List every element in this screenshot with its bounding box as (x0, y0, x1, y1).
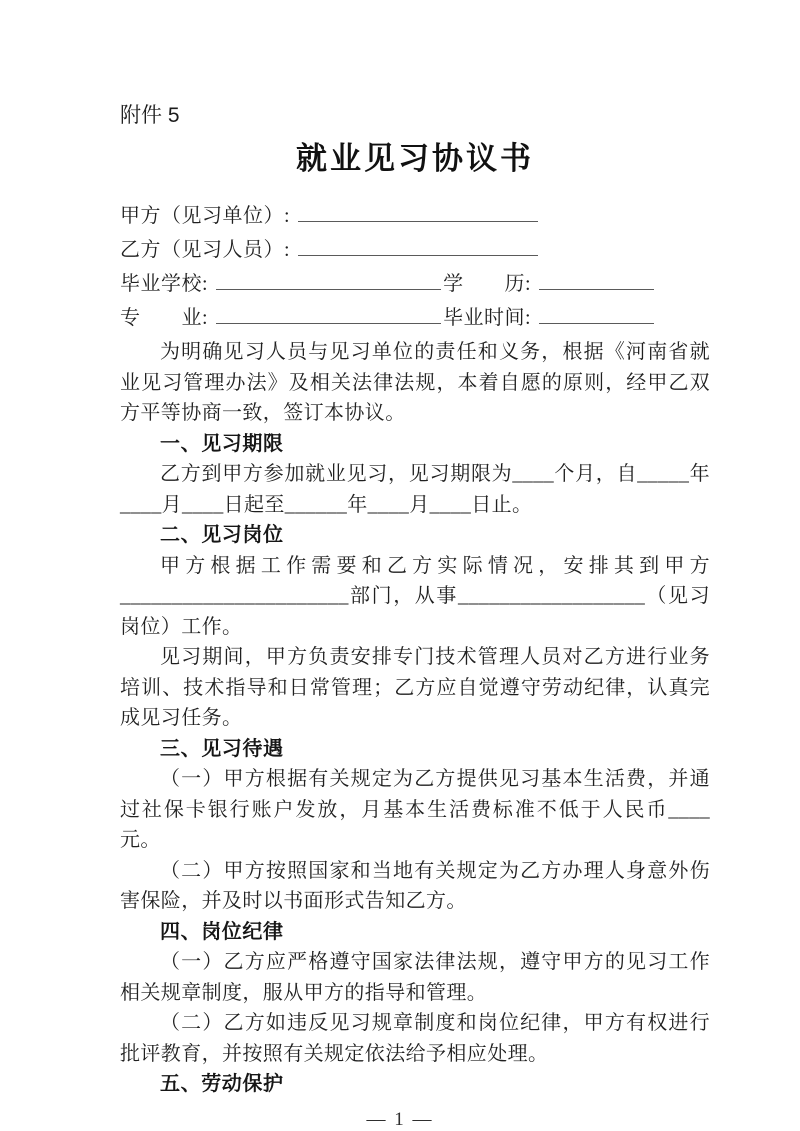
graduation-time-blank (539, 302, 654, 324)
major-blank (216, 302, 441, 324)
agreement-body (120, 337, 710, 1100)
attachment-label: 附件 5 (120, 104, 180, 127)
party-b-label: 乙方（见习人员）: (120, 239, 291, 261)
party-a-blank (298, 200, 538, 222)
section-2-paragraph-1: 甲方根据工作需要和乙方实际情况，安排其到甲方______________________部门，从事__________________（见习岗位）工作。 (120, 554, 710, 638)
section-3-paragraph-2: （二）甲方按照国家和当地有关规定为乙方办理人身意外伤害保险，并及时以书面形式告知乙方。 (120, 859, 710, 912)
section-1-heading: 一、见习期限 (160, 432, 284, 455)
form-row-school-education (120, 267, 710, 301)
section-2-paragraph-2: 见习期间，甲方负责安排专门技术管理人员对乙方进行业务培训、技术指导和日常管理；乙方应自觉遵守劳动纪律，认真完成见习任务。 (120, 646, 710, 729)
education-label: 学 历: (443, 273, 532, 295)
document-title: 就业见习协议书 (296, 141, 534, 176)
school-blank (216, 268, 441, 290)
section-4-paragraph-1: （一）乙方应严格遵守国家法律法规，遵守甲方的见习工作相关规章制度，服从甲方的指导和管理。 (120, 951, 710, 1004)
school-label: 毕业学校: (120, 273, 209, 295)
section-2-heading: 二、见习岗位 (160, 524, 284, 546)
section-3-heading: 三、见习待遇 (160, 737, 284, 760)
party-a-label: 甲方（见习单位）: (120, 205, 291, 227)
section-5-heading: 五、劳动保护 (160, 1073, 284, 1095)
section-1-paragraph: 乙方到甲方参加就业见习，见习期限为____个月，自_____年____月____日起至______年____月____日止。 (120, 463, 710, 516)
section-4-paragraph-2: （二）乙方如违反见习规章制度和岗位纪律，甲方有权进行批评教育，并按照有关规定依法给予相应处理。 (120, 1012, 710, 1065)
section-3-paragraph-1: （一）甲方根据有关规定为乙方提供见习基本生活费，并通过社保卡银行账户发放，月基本生活费标准不低于人民币____元。 (120, 768, 710, 851)
header-form (120, 199, 710, 335)
page-number: — 1 — (366, 1108, 434, 1130)
section-4-heading: 四、岗位纪律 (160, 920, 284, 943)
graduation-time-label: 毕业时间: (443, 307, 532, 329)
party-b-blank (298, 234, 538, 256)
form-row-party-a (120, 199, 710, 233)
major-label: 专 业: (120, 307, 209, 329)
form-row-major-gradtime (120, 301, 710, 335)
education-blank (539, 268, 654, 290)
form-row-party-b (120, 233, 710, 267)
intro-paragraph: 为明确见习人员与见习单位的责任和义务，根据《河南省就业见习管理办法》及相关法律法规，本着自愿的原则，经甲乙双方平等协商一致，签订本协议。 (120, 341, 710, 424)
